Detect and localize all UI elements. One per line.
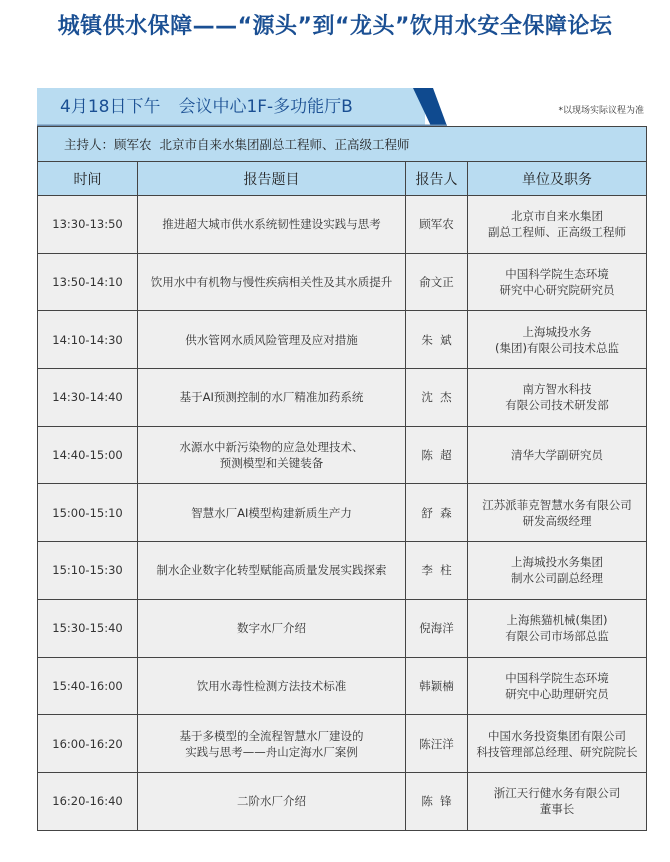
header-speaker: 报告人 [406, 162, 468, 196]
topic-line: 供水管网水质风险管理及应对措施 [185, 332, 358, 347]
session-time: 13:50-14:10 [38, 253, 138, 311]
org-line: 研究中心助理研究员 [505, 686, 609, 701]
agenda-table [37, 126, 647, 831]
topic-line: 饮用水毒性检测方法技术标准 [196, 678, 347, 693]
org-line: 副总工程师、正高级工程师 [488, 225, 626, 240]
session-speaker: 陈汪洋 [406, 715, 468, 773]
org-line: 研发高级经理 [522, 513, 592, 528]
agenda-note: *以现场实际议程为准 [558, 106, 644, 116]
session-date: 4月18日下午 [60, 97, 161, 117]
host-row [38, 127, 647, 162]
header-time: 时间 [38, 162, 138, 196]
session-heading [60, 88, 371, 126]
host-info: 主持人：顾军农 北京市自来水集团副总工程师、正高级工程师 [38, 127, 647, 162]
org-line: 江苏派菲克智慧水务有限公司 [482, 497, 632, 512]
session-topic [138, 657, 406, 715]
table-row [38, 715, 647, 773]
topic-line: 基于多模型的全流程智慧水厂建设的 [179, 728, 364, 743]
session-speaker: 倪海洋 [406, 599, 468, 657]
topic-line: 饮用水中有机物与慢性疾病相关性及其水质提升 [150, 275, 393, 290]
topic-line: 制水企业数字化转型赋能高质量发展实践探索 [156, 563, 387, 578]
session-speaker: 韩颖楠 [406, 657, 468, 715]
org-line: 上海城投水务 [522, 324, 592, 339]
header-topic: 报告题目 [138, 162, 406, 196]
topic-line: 数字水厂介绍 [237, 621, 306, 636]
session-org [468, 542, 647, 600]
session-time: 13:30-13:50 [38, 196, 138, 254]
org-line: 中国水务投资集团有限公司 [488, 728, 626, 743]
session-org [468, 253, 647, 311]
session-org [468, 369, 647, 427]
session-topic [138, 196, 406, 254]
session-speaker: 朱 斌 [406, 311, 468, 369]
org-line: 中国科学院生态环境 [505, 267, 609, 282]
session-speaker: 李 柱 [406, 542, 468, 600]
session-time: 16:20-16:40 [38, 772, 138, 830]
org-line: 中国科学院生态环境 [505, 670, 609, 685]
org-line: (集团)有限公司技术总监 [495, 340, 619, 355]
page-title: 城镇供水保障——“源头”到“龙头”饮用水安全保障论坛 [57, 14, 613, 39]
session-org [468, 484, 647, 542]
session-topic [138, 599, 406, 657]
session-topic [138, 772, 406, 830]
topic-line: 水源水中新污染物的应急处理技术、 [179, 440, 364, 455]
session-time: 14:40-15:00 [38, 426, 138, 484]
org-line: 有限公司技术研发部 [505, 398, 609, 413]
session-org [468, 426, 647, 484]
session-speaker: 俞文正 [406, 253, 468, 311]
org-line: 科技管理部总经理、研究院院长 [476, 744, 638, 759]
session-venue: 会议中心1F-多功能厅B [178, 97, 353, 117]
table-row [38, 196, 647, 254]
topic-line: 智慧水厂AI模型构建新质生产力 [191, 505, 352, 520]
org-line: 有限公司市场部总监 [505, 629, 609, 644]
table-row [38, 426, 647, 484]
session-topic [138, 484, 406, 542]
org-line: 南方智水科技 [522, 382, 592, 397]
session-speaker: 沈 杰 [406, 369, 468, 427]
table-row [38, 599, 647, 657]
topic-line: 基于AI预测控制的水厂精准加药系统 [179, 390, 364, 405]
session-time: 15:30-15:40 [38, 599, 138, 657]
topic-line: 实践与思考——舟山定海水厂案例 [185, 744, 358, 759]
org-line: 上海熊猫机械(集团) [506, 613, 608, 628]
session-time: 15:00-15:10 [38, 484, 138, 542]
session-time: 16:00-16:20 [38, 715, 138, 773]
table-row [38, 772, 647, 830]
session-topic [138, 426, 406, 484]
table-row [38, 253, 647, 311]
session-org [468, 715, 647, 773]
session-topic [138, 715, 406, 773]
session-org [468, 772, 647, 830]
session-speaker: 陈 锋 [406, 772, 468, 830]
table-row [38, 369, 647, 427]
session-time: 14:30-14:40 [38, 369, 138, 427]
org-line: 浙江天行健水务有限公司 [493, 786, 621, 801]
org-line: 董事长 [539, 802, 575, 817]
table-row [38, 657, 647, 715]
session-speaker: 顾军农 [406, 196, 468, 254]
session-time: 15:10-15:30 [38, 542, 138, 600]
session-topic [138, 369, 406, 427]
table-row [38, 484, 647, 542]
topic-line: 二阶水厂介绍 [237, 794, 306, 809]
org-line: 制水公司副总经理 [511, 571, 603, 586]
session-speaker: 陈 超 [406, 426, 468, 484]
topic-line: 推进超大城市供水系统韧性建设实践与思考 [162, 217, 381, 232]
session-org [468, 657, 647, 715]
session-time: 15:40-16:00 [38, 657, 138, 715]
org-line: 北京市自来水集团 [511, 209, 603, 224]
header-org: 单位及职务 [468, 162, 647, 196]
table-row [38, 542, 647, 600]
table-header-row [38, 162, 647, 196]
session-org [468, 196, 647, 254]
org-line: 清华大学副研究员 [511, 448, 603, 463]
session-time: 14:10-14:30 [38, 311, 138, 369]
org-line: 上海城投水务集团 [511, 555, 603, 570]
org-line: 研究中心研究院研究员 [499, 283, 615, 298]
session-topic [138, 253, 406, 311]
session-org [468, 311, 647, 369]
session-topic [138, 542, 406, 600]
topic-line: 预测模型和关键装备 [219, 456, 324, 471]
session-speaker: 舒 森 [406, 484, 468, 542]
session-org [468, 599, 647, 657]
table-row [38, 311, 647, 369]
session-topic [138, 311, 406, 369]
